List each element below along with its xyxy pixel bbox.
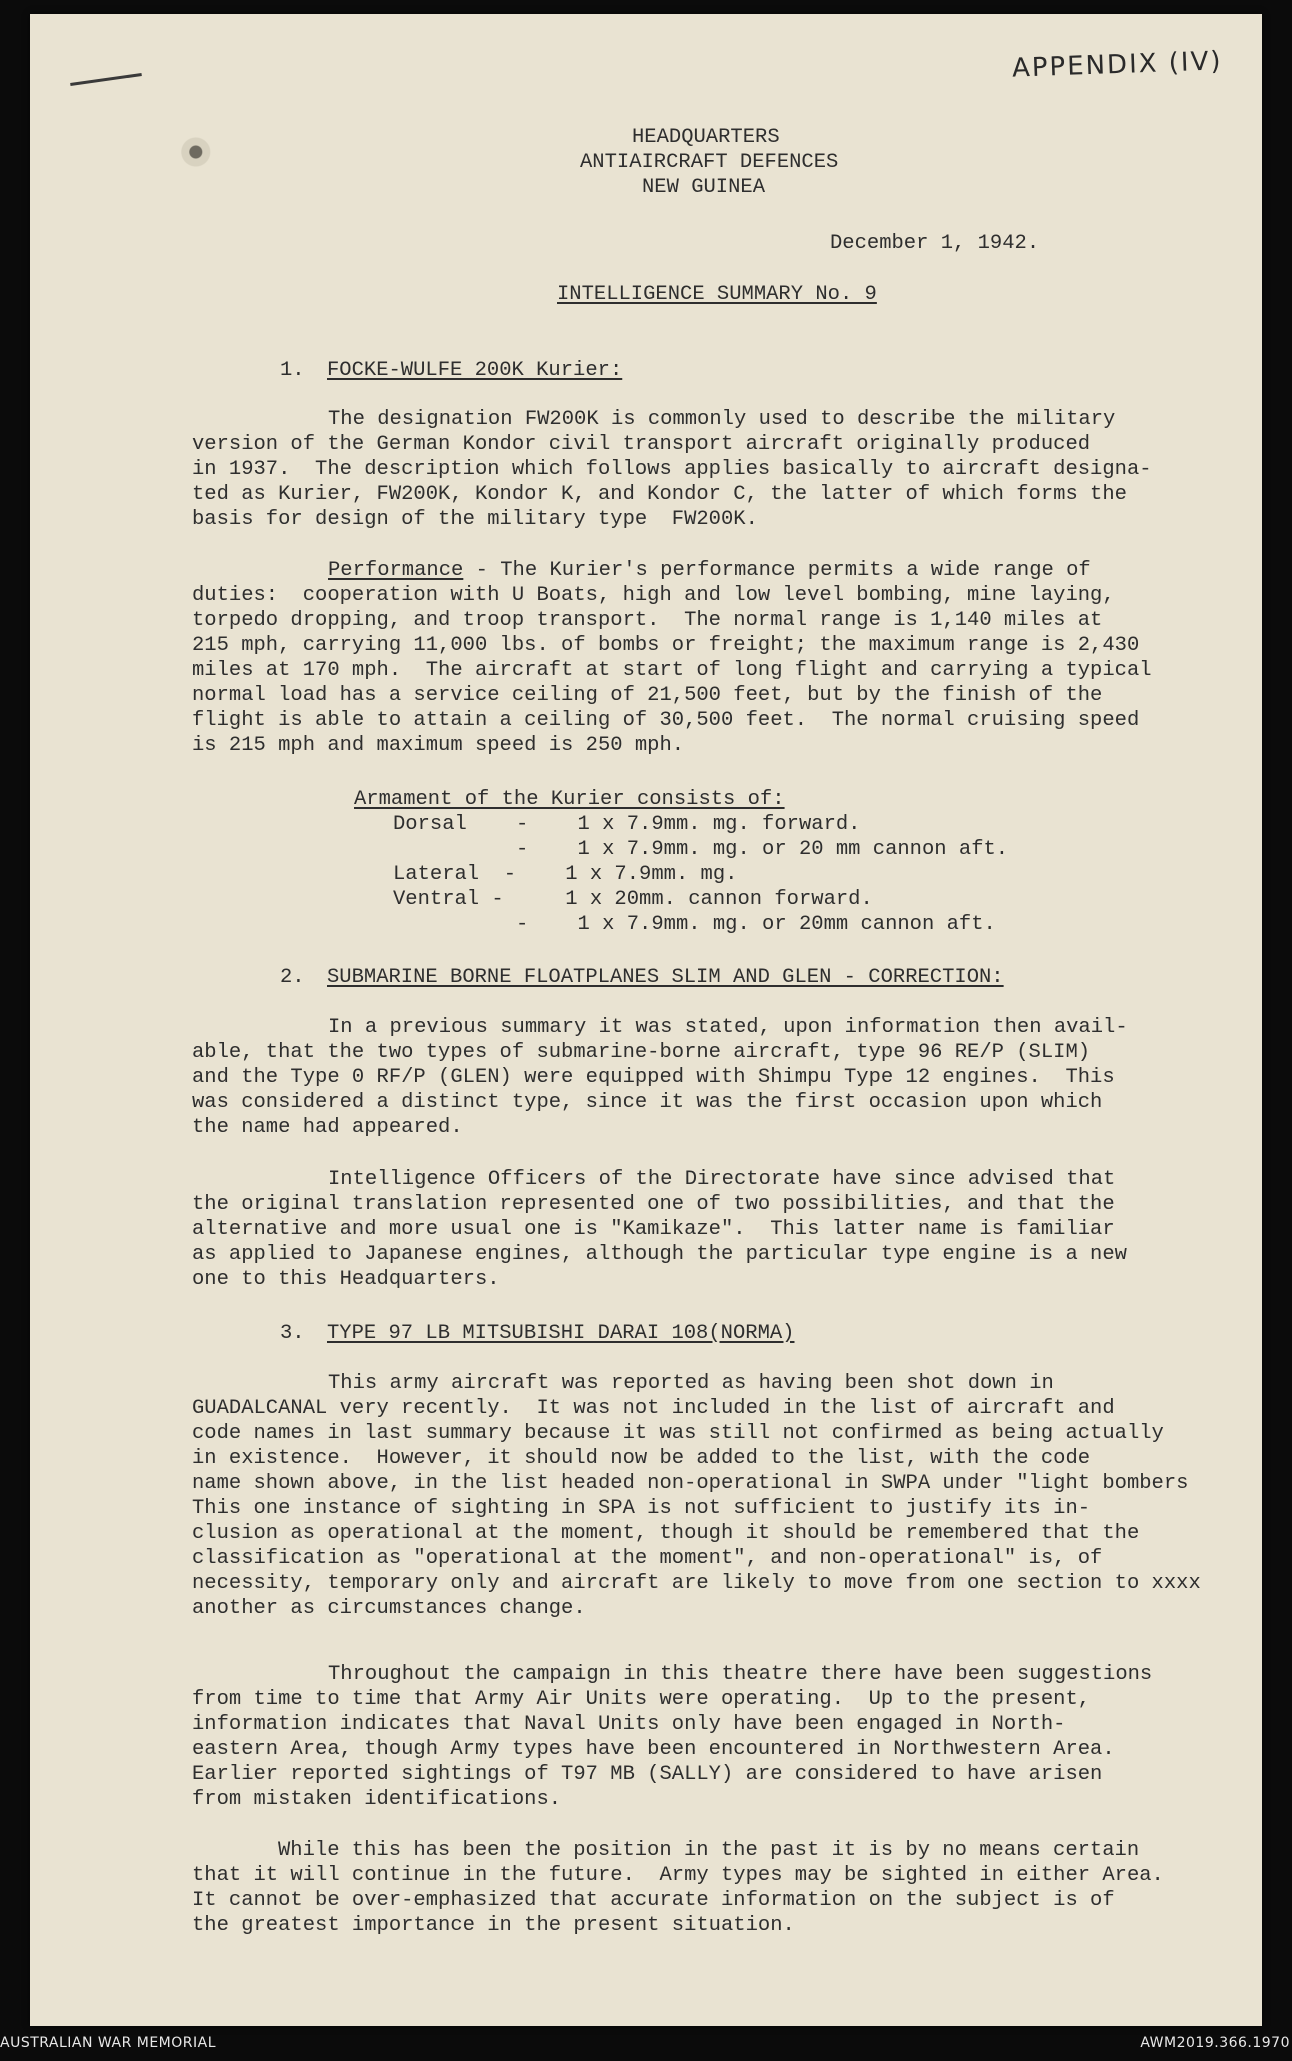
pen-mark bbox=[70, 73, 142, 86]
text-line: This one instance of sighting in SPA is not sufficient to justify its in- bbox=[192, 1497, 1091, 1520]
text-line: classification as "operational at the moment", and non-operational" is, of bbox=[192, 1547, 1103, 1570]
armament-row: - 1 x 7.9mm. mg. or 20mm cannon aft. bbox=[393, 913, 996, 936]
text-line: Intelligence Officers of the Directorate have since advised that bbox=[328, 1168, 1116, 1191]
header-line-2: ANTIAIRCRAFT DEFENCES bbox=[580, 151, 839, 174]
text-line: code names in last summary because it was still not confirmed as being actually bbox=[192, 1422, 1164, 1445]
text-line: clusion as operational at the moment, though it should be remembered that the bbox=[192, 1522, 1140, 1545]
text-line: Throughout the campaign in this theatre there have been suggestions bbox=[328, 1663, 1153, 1686]
text-line: duties: cooperation with U Boats, high and low level bombing, mine laying, bbox=[192, 584, 1115, 607]
text-line: version of the German Kondor civil transport aircraft originally produced bbox=[192, 433, 1091, 456]
text-line: and the Type 0 RF/P (GLEN) were equipped with Shimpu Type 12 engines. This bbox=[192, 1066, 1115, 1089]
section-2-number: 2. bbox=[280, 966, 305, 989]
text-line: basis for design of the military type FW200K. bbox=[192, 508, 758, 531]
document-date: December 1, 1942. bbox=[830, 232, 1040, 255]
section-2-heading: SUBMARINE BORNE FLOATPLANES SLIM AND GLEN - CORRECTION: bbox=[327, 966, 1004, 989]
armament-row: - 1 x 7.9mm. mg. or 20 mm cannon aft. bbox=[393, 838, 1009, 861]
section-3-number: 3. bbox=[280, 1322, 305, 1345]
text-line: eastern Area, though Army types have been encountered in Northwestern Area. bbox=[192, 1738, 1115, 1761]
armament-heading: Armament of the Kurier consists of: bbox=[354, 788, 785, 811]
section-3-heading: TYPE 97 LB MITSUBISHI DARAI 108(NORMA) bbox=[327, 1322, 795, 1345]
text-line: able, that the two types of submarine-borne aircraft, type 96 RE/P (SLIM) bbox=[192, 1041, 1091, 1064]
performance-line bbox=[328, 558, 1091, 583]
text-line: This army aircraft was reported as having been shot down in bbox=[328, 1372, 1054, 1395]
text-line: from time to time that Army Air Units were operating. Up to the present, bbox=[192, 1688, 1091, 1711]
performance-label: Performance bbox=[328, 559, 464, 582]
text-line: miles at 170 mph. The aircraft at start of long flight and carrying a typical bbox=[192, 659, 1152, 682]
text-line: name shown above, in the list headed non-operational in SWPA under "light bombers bbox=[192, 1472, 1189, 1495]
text-line: the greatest importance in the present situation. bbox=[192, 1914, 795, 1937]
text-line: normal load has a service ceiling of 21,500 feet, but by the finish of the bbox=[192, 684, 1103, 707]
text-line: is 215 mph and maximum speed is 250 mph. bbox=[192, 734, 685, 757]
text-line: in 1937. The description which follows applies basically to aircraft designa- bbox=[192, 458, 1152, 481]
text-line: While this has been the position in the past it is by no means certain bbox=[278, 1839, 1140, 1862]
text-line: in existence. However, it should now be added to the list, with the code bbox=[192, 1447, 1091, 1470]
text-line: torpedo dropping, and troop transport. The normal range is 1,140 miles at bbox=[192, 609, 1103, 632]
footer-accession-number: AWM2019.366.1970 bbox=[1140, 2035, 1290, 2051]
text-line: GUADALCANAL very recently. It was not included in the list of aircraft and bbox=[192, 1397, 1115, 1420]
text-line: alternative and more usual one is "Kamikaze". This latter name is familiar bbox=[192, 1218, 1115, 1241]
header-line-1: HEADQUARTERS bbox=[632, 126, 780, 149]
footer-archive-name: AUSTRALIAN WAR MEMORIAL bbox=[0, 2035, 217, 2051]
document-page bbox=[30, 14, 1262, 2026]
armament-row: Lateral - 1 x 7.9mm. mg. bbox=[393, 863, 738, 886]
section-1-heading: FOCKE-WULFE 200K Kurier: bbox=[327, 359, 623, 382]
text-line: necessity, temporary only and aircraft are likely to move from one section to xxxx bbox=[192, 1572, 1201, 1595]
text-line: the name had appeared. bbox=[192, 1116, 463, 1139]
text-line: 215 mph, carrying 11,000 lbs. of bombs or freight; the maximum range is 2,430 bbox=[192, 634, 1140, 657]
text-line: one to this Headquarters. bbox=[192, 1268, 500, 1291]
text-line: flight is able to attain a ceiling of 30,500 feet. The normal cruising speed bbox=[192, 709, 1140, 732]
text-line: another as circumstances change. bbox=[192, 1597, 586, 1620]
staple-hole bbox=[176, 132, 212, 172]
section-1-number: 1. bbox=[280, 359, 305, 382]
handwritten-appendix-note: APPENDIX (IV) bbox=[1011, 46, 1223, 84]
text-line: Earlier reported sightings of T97 MB (SALLY) are considered to have arisen bbox=[192, 1763, 1103, 1786]
text-line: In a previous summary it was stated, upon information then avail- bbox=[328, 1016, 1128, 1039]
header-line-3: NEW GUINEA bbox=[642, 176, 766, 199]
armament-row: Ventral - 1 x 20mm. cannon forward. bbox=[393, 888, 873, 911]
text-line: from mistaken identifications. bbox=[192, 1788, 562, 1811]
performance-text: - The Kurier's performance permits a wide range of bbox=[463, 559, 1091, 582]
armament-row: Dorsal - 1 x 7.9mm. mg. forward. bbox=[393, 813, 861, 836]
text-line: as applied to Japanese engines, although the particular type engine is a new bbox=[192, 1243, 1127, 1266]
text-line: ted as Kurier, FW200K, Kondor K, and Kondor C, the latter of which forms the bbox=[192, 483, 1127, 506]
text-line: It cannot be over-emphasized that accurate information on the subject is of bbox=[192, 1889, 1115, 1912]
text-line: that it will continue in the future. Army types may be sighted in either Area. bbox=[192, 1864, 1164, 1887]
text-line: The designation FW200K is commonly used to describe the military bbox=[328, 408, 1116, 431]
text-line: the original translation represented one of two possibilities, and that the bbox=[192, 1193, 1115, 1216]
text-line: information indicates that Naval Units only have been engaged in North- bbox=[192, 1713, 1066, 1736]
text-line: was considered a distinct type, since it was the first occasion upon which bbox=[192, 1091, 1103, 1114]
document-title: INTELLIGENCE SUMMARY No. 9 bbox=[557, 283, 877, 306]
